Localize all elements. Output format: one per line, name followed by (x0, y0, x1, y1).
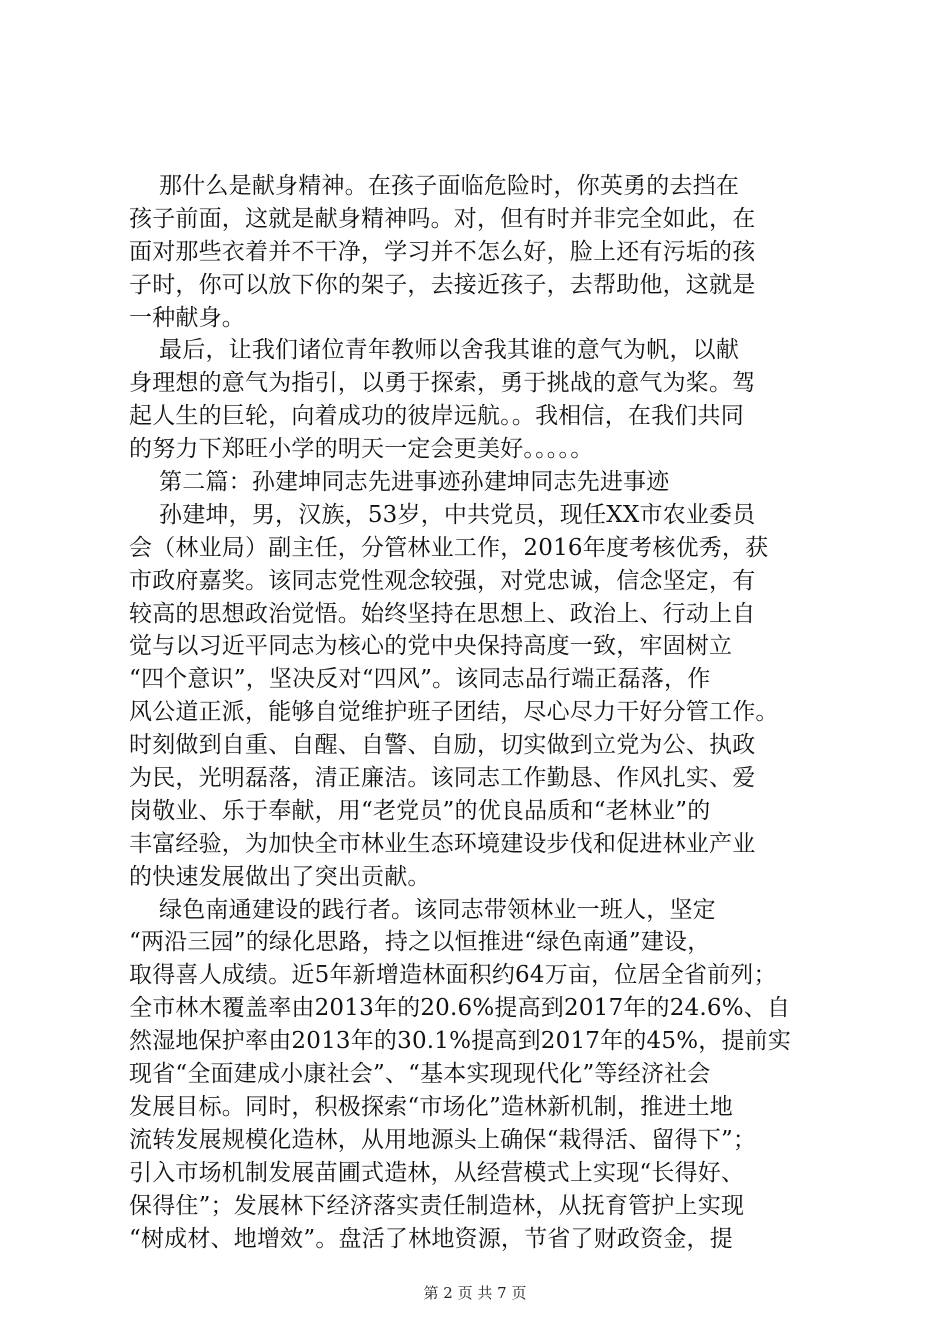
text-line: 会（林业局）副主任，分管林业工作，2016年度考核优秀，获 (129, 534, 769, 561)
text-line: 身理想的意气为指引，以勇于探索，勇于挑战的意气为桨。驾 (129, 370, 756, 397)
text-line: 孙建坤，男，汉族，53岁，中共党员，现任XX市农业委员 (129, 501, 756, 528)
text-line: 全市林木覆盖率由2013年的20.6%提高到2017年的24.6%、自 (129, 995, 791, 1022)
text-line: 取得喜人成绩。近5年新增造林面积约64万亩，位居全省前列； (129, 962, 777, 989)
text-line: 子时，你可以放下你的架子，去接近孩子，去帮助他，这就是 (129, 271, 756, 298)
text-line: 市政府嘉奖。该同志党性观念较强，对党忠诚，信念坚定，有 (129, 567, 756, 594)
text-line: 时刻做到自重、自醒、自警、自励，切实做到立党为公、执政 (129, 732, 756, 759)
text-line: 最后，让我们诸位青年教师以舍我其谁的意气为帆，以献 (129, 337, 740, 364)
text-line: 孩子前面，这就是献身精神吗。对，但有时并非完全如此，在 (129, 205, 756, 232)
text-line: 岗敬业、乐于奉献，用“老党员”的优良品质和“老林业”的 (129, 797, 711, 824)
text-line: 面对那些衣着并不干净，学习并不怎么好，脸上还有污垢的孩 (129, 238, 756, 265)
text-line: 然湿地保护率由2013年的30.1%提高到2017年的45%，提前实 (129, 1028, 792, 1055)
text-line: 那什么是献身精神。在孩子面临危险时，你英勇的去挡在 (129, 173, 740, 199)
text-line: 的快速发展做出了突出贡献。 (129, 863, 431, 890)
text-line: 保得住”；发展林下经济落实责任制造林，从抚育管护上实现 (129, 1192, 745, 1219)
text-line: 发展目标。同时，积极探索“市场化”造林新机制，推进土地 (129, 1093, 733, 1120)
text-line: 一种献身。 (129, 304, 245, 331)
text-line: 流转发展规模化造林，从用地源头上确保“栽得活、留得下”； (129, 1126, 757, 1153)
text-line: 的努力下郑旺小学的明天一定会更美好。。。。。 (129, 436, 594, 463)
text-line: 较高的思想政治觉悟。始终坚持在思想上、政治上、行动上自 (129, 600, 756, 627)
text-line: 觉与以习近平同志为核心的党中央保持高度一致，牢固树立 (129, 633, 733, 660)
document-body (129, 170, 829, 1255)
text-line: “树成材、地增效”。盘活了林地资源，节省了财政资金，提 (129, 1225, 733, 1252)
section-heading: 第二篇：孙建坤同志先进事迹孙建坤同志先进事迹 (129, 469, 670, 496)
text-line: “两沿三园”的绿化思路，持之以恒推进“绿色南通”建设， (129, 929, 711, 956)
text-line: 现省“全面建成小康社会”、“基本实现现代化”等经济社会 (129, 1061, 711, 1088)
text-line: 起人生的巨轮，向着成功的彼岸远航。。我相信，在我们共同 (129, 403, 744, 430)
text-line: 丰富经验，为加快全市林业生态环境建设步伐和促进林业产业 (129, 830, 756, 857)
text-line: 为民，光明磊落，清正廉洁。该同志工作勤恳、作风扎实、爱 (129, 765, 756, 792)
text-line: “四个意识”，坚决反对“四风”。该同志品行端正磊落，作 (129, 666, 711, 693)
text-line: 绿色南通建设的践行者。该同志带领林业一班人，坚定 (129, 896, 716, 923)
page-number-footer: 第 2 页 共 7 页 (423, 1284, 527, 1302)
text-line: 风公道正派，能够自觉维护班子团结，尽心尽力干好分管工作。 (129, 699, 779, 726)
text-line: 引入市场机制发展苗圃式造林，从经营模式上实现“长得好、 (129, 1159, 745, 1186)
